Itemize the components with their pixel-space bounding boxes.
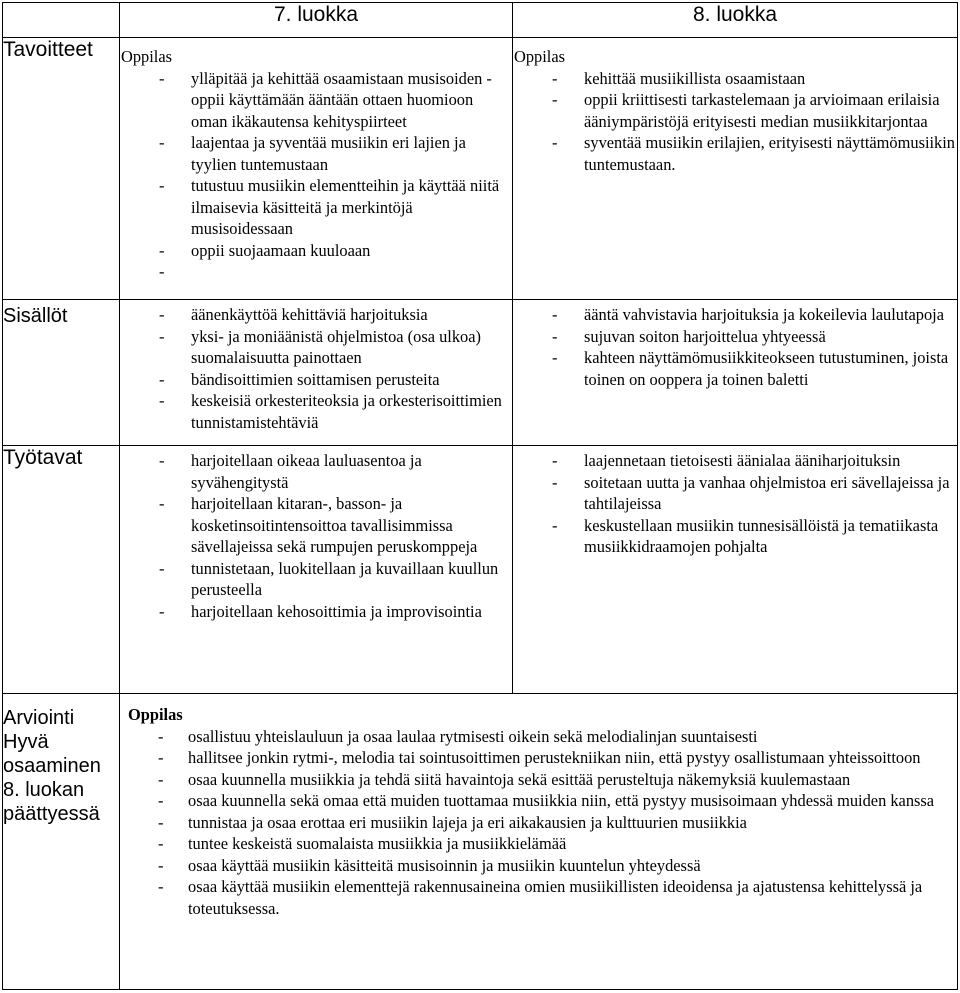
tyotavat-grade-7 — [120, 446, 513, 694]
tavoitteet-grade-7 — [120, 38, 513, 300]
tavoitteet-7-lead: Oppilas — [121, 47, 172, 66]
arviointi-label: Arviointi — [3, 707, 75, 729]
list-item: - osaa kuunnella musiikkia ja tehdä siitä havaintoja sekä esittää perusteltuja näkemyksiä kuulemastaan — [120, 769, 957, 791]
row-tyotavat — [3, 446, 958, 694]
arviointi-content — [120, 694, 958, 990]
header-grade-8: 8. luokka — [513, 3, 958, 38]
list-item: - yksi- ja moniäänistä ohjelmistoa (osa ulkoa) suomalaisuutta painottaen — [120, 326, 512, 369]
list-item: - harjoitellaan kehosoittimia ja improvisointia — [120, 601, 512, 623]
list-item: - keskeisiä orkesteriteoksia ja orkesterisoittimien tunnistamistehtäviä — [120, 390, 512, 433]
list-item: - oppii kriittisesti tarkastelemaan ja arvioimaan erilaisia ääniympäristöjä erityisesti median musiikkitarjontaa — [513, 89, 957, 132]
tyotavat-8-list — [513, 450, 957, 558]
list-item: - oppii suojaamaan kuuloaan — [120, 240, 512, 262]
list-item: - keskustellaan musiikin tunnesisällöistä ja tematiikasta musiikkidraamojen pohjalta — [513, 515, 957, 558]
row-label-sisallot: Sisällöt — [3, 300, 120, 446]
tavoitteet-7-list — [120, 68, 512, 283]
tavoitteet-8-list — [513, 68, 957, 176]
row-label-arviointi — [3, 694, 120, 990]
arviointi-list — [120, 726, 957, 920]
list-item: - harjoitellaan kitaran-, basson- ja kosketinsoitintensoittoa tavallisimmissa sävellajeissa sekä rumpujen peruskomppeja — [120, 493, 512, 558]
header-row — [3, 3, 958, 38]
row-arviointi — [3, 694, 958, 990]
curriculum-table — [2, 2, 958, 990]
list-item — [120, 261, 512, 283]
row-sisallot — [3, 300, 958, 446]
tyotavat-7-list — [120, 450, 512, 622]
list-item: - soitetaan uutta ja vanhaa ohjelmistoa eri sävellajeissa ja tahtilajeissa — [513, 472, 957, 515]
list-item: - syventää musiikin erilajien, erityisesti näyttämömusiikin tuntemustaan. — [513, 132, 957, 175]
tavoitteet-grade-8 — [513, 38, 958, 300]
header-grade-7: 7. luokka — [120, 3, 513, 38]
list-item: - laajentaa ja syventää musiikin eri lajien ja tyylien tuntemustaan — [120, 132, 512, 175]
list-item: - tutustuu musiikin elementteihin ja käyttää niitä ilmaisevia käsitteitä ja merkintöjä musisoidessaan — [120, 175, 512, 240]
list-item: - osaa käyttää musiikin elementtejä rakennusaineina omien musiikillisten ideoidensa ja ajatustensa kehittelyssä ja toteutuksessa. — [120, 876, 957, 919]
list-item: - laajennetaan tietoisesti äänialaa ääniharjoituksin — [513, 450, 957, 472]
row-label-tavoitteet: Tavoitteet — [3, 38, 120, 300]
list-item: - hallitsee jonkin rytmi-, melodia tai sointusoittimen perustekniikan niin, että pystyy osallistumaan yhteissoittoon — [120, 747, 957, 769]
list-item: - tuntee keskeistä suomalaista musiikkia ja musiikkielämää — [120, 833, 957, 855]
tavoitteet-8-lead: Oppilas — [514, 47, 565, 66]
list-item: - osallistuu yhteislauluun ja osaa laulaa rytmisesti oikein sekä melodialinjan suuntaisesti — [120, 726, 957, 748]
sisallot-8-list — [513, 304, 957, 390]
corner-cell — [3, 3, 120, 38]
list-item: - ääntä vahvistavia harjoituksia ja kokeilevia laulutapoja — [513, 304, 957, 326]
list-item: - ylläpitää ja kehittää osaamistaan musisoiden - oppii käyttämään ääntään ottaen huomioon oman ikäkautensa kehityspiirteet — [120, 68, 512, 133]
list-item: - sujuvan soiton harjoittelua yhtyeessä — [513, 326, 957, 348]
sisallot-grade-7 — [120, 300, 513, 446]
list-item: - bändisoittimien soittamisen perusteita — [120, 369, 512, 391]
list-item: - tunnistaa ja osaa erottaa eri musiikin lajeja ja eri aikakausien ja kulttuurien musiikkia — [120, 812, 957, 834]
list-item: - kahteen näyttämömusiikkiteokseen tutustuminen, joista toinen on ooppera ja toinen baletti — [513, 347, 957, 390]
arviointi-sublabel: Hyvä osaaminen 8. luokan päättyessä — [3, 731, 101, 825]
arviointi-lead: Oppilas — [128, 705, 183, 724]
list-item: - harjoitellaan oikeaa lauluasentoa ja syvähengitystä — [120, 450, 512, 493]
list-item: - osaa käyttää musiikin käsitteitä musisoinnin ja musiikin kuuntelun yhteydessä — [120, 855, 957, 877]
list-item: - äänenkäyttöä kehittäviä harjoituksia — [120, 304, 512, 326]
sisallot-grade-8 — [513, 300, 958, 446]
row-tavoitteet — [3, 38, 958, 300]
list-item: - kehittää musiikillista osaamistaan — [513, 68, 957, 90]
row-label-tyotavat: Työtavat — [3, 446, 120, 694]
list-item: - osaa kuunnella sekä omaa että muiden tuottamaa musiikkia niin, että pystyy musisoimaan yhdessä muiden kanssa — [120, 790, 957, 812]
sisallot-7-list — [120, 304, 512, 433]
list-item: - tunnistetaan, luokitellaan ja kuvaillaan kuullun perusteella — [120, 558, 512, 601]
tyotavat-grade-8 — [513, 446, 958, 694]
